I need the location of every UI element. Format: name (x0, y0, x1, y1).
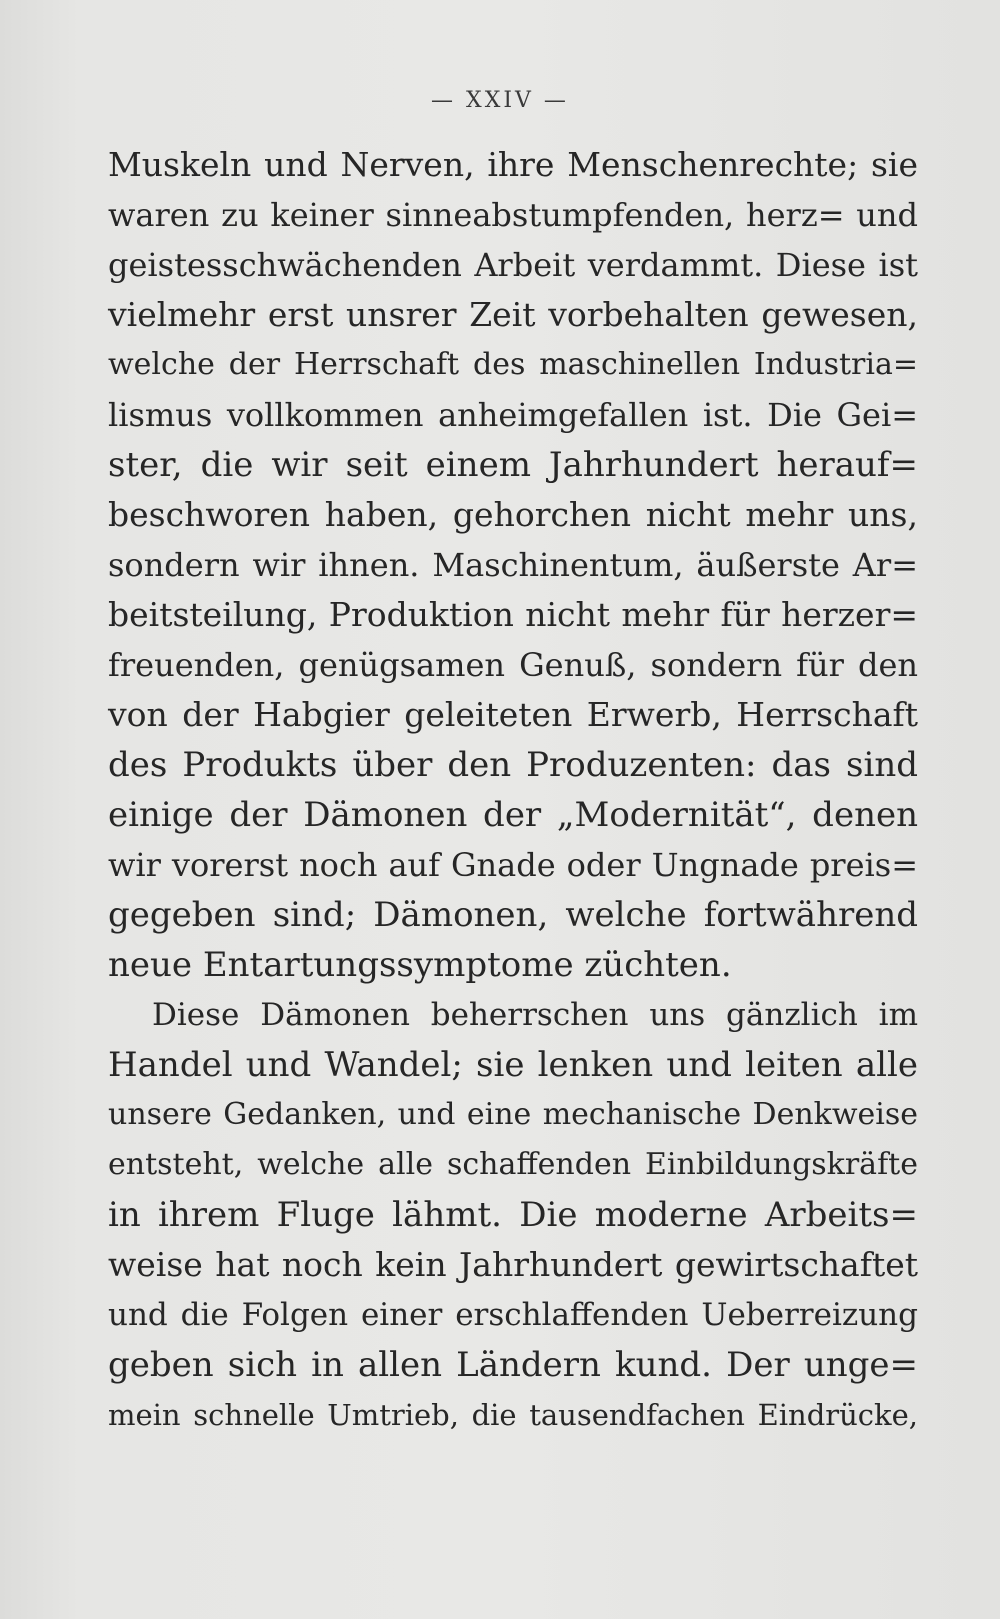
text-line: einige der Dämonen der „Modernität“, denen (108, 795, 918, 835)
text-line: lismus vollkommen anheimgefallen ist. Die Gei= (108, 396, 918, 434)
text-line: vielmehr erst unsrer Zeit vorbehalten gewesen, (108, 295, 918, 334)
text-line: waren zu keiner sinneabstumpfenden, herz= und (108, 196, 918, 234)
text-line: weise hat noch kein Jahrhundert gewirtschaftet (108, 1245, 918, 1284)
text-line: welche der Herrschaft des maschinellen Industria= (108, 347, 918, 382)
text-line: Diese Dämonen beherrschen uns gänzlich im (152, 997, 918, 1033)
text-line: des Produkts über den Produzenten: das sind (108, 745, 918, 785)
text-line: Handel und Wandel; sie lenken und leiten alle (108, 1045, 918, 1085)
text-line: gegeben sind; Dämonen, welche fortwährend (108, 895, 918, 935)
text-line: geistesschwächenden Arbeit verdammt. Diese ist (108, 246, 918, 284)
text-line: und die Folgen einer erschlaffenden Ueberreizung (108, 1297, 918, 1333)
text-line: Muskeln und Nerven, ihre Menschenrechte; sie (108, 145, 918, 184)
text-line: neue Entartungssymptome züchten. (108, 945, 732, 985)
text-line: geben sich in allen Ländern kund. Der unge= (108, 1345, 918, 1385)
text-line: beitsteilung, Produktion nicht mehr für herzer= (108, 595, 918, 634)
text-line: freuenden, genügsamen Genuß, sondern für den (108, 646, 918, 684)
text-line: beschworen haben, gehorchen nicht mehr uns, (108, 495, 918, 534)
text-line: von der Habgier geleiteten Erwerb, Herrschaft (108, 695, 918, 734)
paragraph-2 (108, 990, 918, 1440)
text-line: entsteht, welche alle schaffenden Einbildungskräfte (108, 1147, 918, 1182)
text-line: mein schnelle Umtrieb, die tausendfachen Eindrücke, (108, 1398, 918, 1432)
body-text (108, 140, 918, 1440)
text-line: ster, die wir seit einem Jahrhundert herauf= (108, 445, 918, 485)
text-line: wir vorerst noch auf Gnade oder Ungnade preis= (108, 846, 918, 884)
text-line: in ihrem Fluge lähmt. Die moderne Arbeits= (108, 1195, 918, 1235)
text-line: sondern wir ihnen. Maschinentum, äußerste Ar= (108, 546, 918, 584)
text-line: unsere Gedanken, und eine mechanische Denkweise (108, 1097, 918, 1132)
page-number: — XXIV — (431, 88, 569, 113)
paragraph-1 (108, 140, 918, 990)
